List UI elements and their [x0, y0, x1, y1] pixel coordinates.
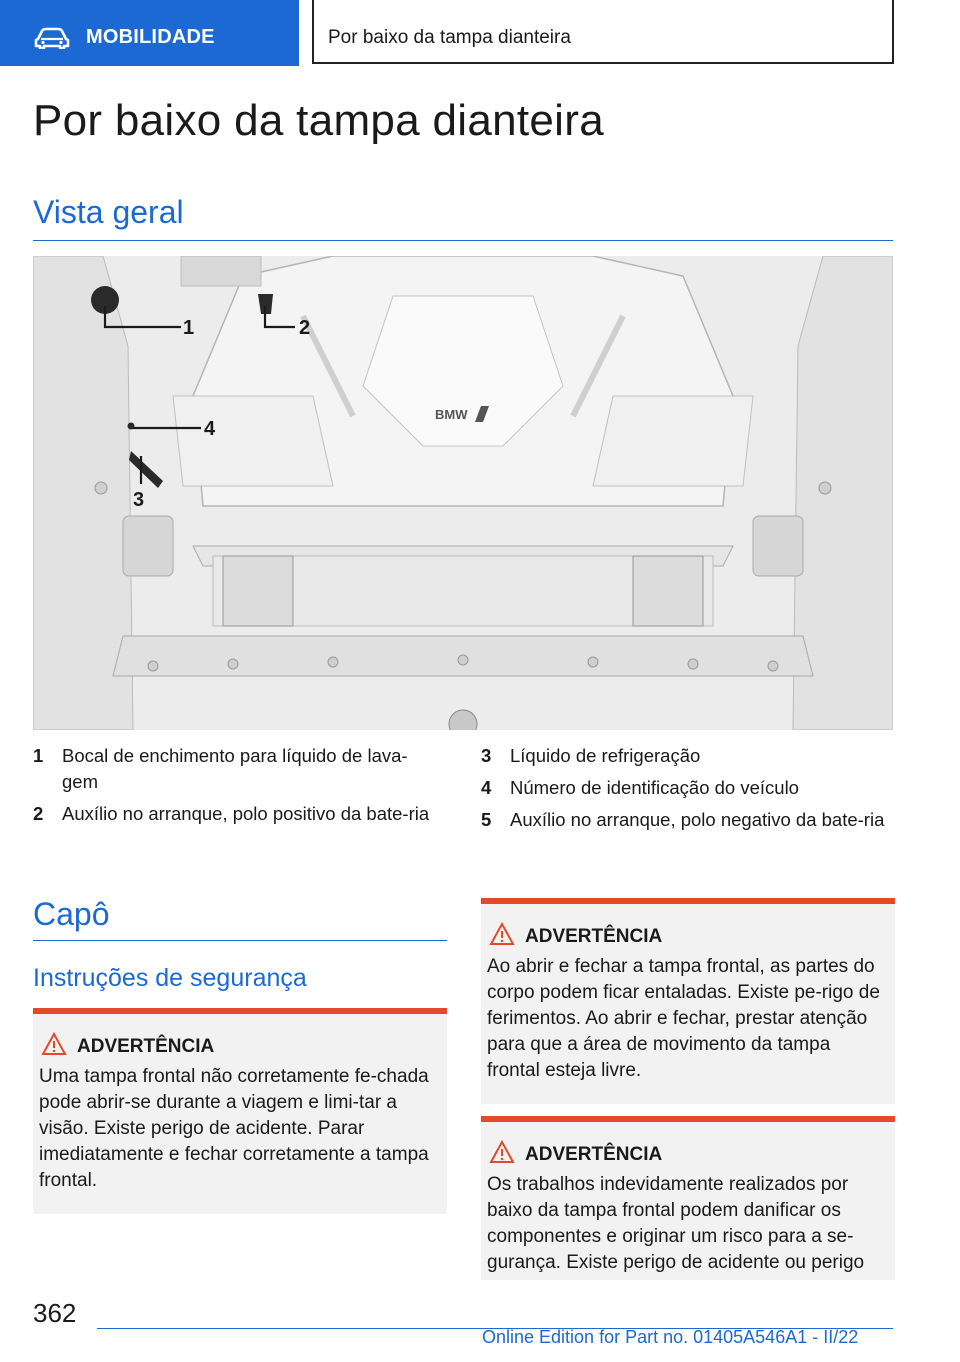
- legend-number: 3: [481, 745, 492, 766]
- warning-triangle-icon: [41, 1032, 67, 1056]
- warning-box: [481, 1116, 895, 1280]
- legend-number: 5: [481, 809, 492, 830]
- warning-text: Os trabalhos indevidamente realizados por baixo da tampa frontal podem danificar os componentes e originar um risco para a se-gurança. Existe perigo de acidente ou perigo: [487, 1174, 865, 1273]
- warning-triangle-icon: [489, 1140, 515, 1164]
- warning-box: [481, 898, 895, 1104]
- legend-text: Número de identificação do veículo: [510, 777, 799, 798]
- section-label: MOBILIDADE: [86, 26, 215, 48]
- footer-edition: Online Edition for Part no. 01405A546A1 - II/22: [482, 1327, 859, 1347]
- warning-title: ADVERTÊNCIA: [525, 1144, 663, 1165]
- page-number: 362: [33, 1298, 77, 1328]
- engine-bay-illustration: [33, 256, 893, 730]
- breadcrumb: [312, 0, 894, 64]
- overview-rule: [33, 240, 893, 241]
- hood-rule: [33, 940, 447, 941]
- safety-heading: Instruções de segurança: [33, 964, 307, 992]
- warning-text: Uma tampa frontal não corretamente fe-chada pode abrir-se durante a viagem e limi-tar a visão. Existe perigo de acidente. Parar imediatamente e fechar corretamente a tampa frontal.: [39, 1066, 429, 1191]
- legend-number: 1: [33, 745, 44, 766]
- legend-number: 4: [481, 777, 492, 798]
- hood-heading: Capô: [33, 896, 110, 932]
- legend-text: Líquido de refrigeração: [510, 745, 701, 766]
- warning-text: Ao abrir e fechar a tampa frontal, as partes do corpo podem ficar entaladas. Existe pe-rigo de ferimentos. Ao abrir e fechar, prestar atenção para que a área de movimento da tampa frontal esteja livre.: [487, 956, 880, 1081]
- legend-number: 2: [33, 803, 44, 824]
- warning-triangle-icon: [489, 922, 515, 946]
- warning-title: ADVERTÊNCIA: [77, 1036, 215, 1057]
- overview-heading: Vista geral: [33, 194, 184, 230]
- callout-1: 1: [183, 317, 195, 339]
- warning-title: ADVERTÊNCIA: [525, 926, 663, 947]
- car-icon: [34, 27, 70, 49]
- warning-box: [33, 1008, 447, 1214]
- figure-logo-text: BMW: [435, 407, 468, 422]
- legend-text: Auxílio no arranque, polo negativo da bate-ria: [510, 809, 885, 830]
- legend-text: Auxílio no arranque, polo positivo da bate-ria: [62, 803, 430, 824]
- breadcrumb-text: Por baixo da tampa dianteira: [328, 27, 571, 48]
- callout-2: 2: [299, 317, 311, 339]
- callout-4: 4: [204, 418, 216, 440]
- legend-right: [481, 743, 893, 863]
- section-chip: [0, 0, 299, 66]
- legend-left: [33, 743, 453, 853]
- legend-text: Bocal de enchimento para líquido de lava-gem: [62, 745, 408, 792]
- callout-3: 3: [133, 489, 145, 511]
- page-title: Por baixo da tampa dianteira: [33, 96, 604, 145]
